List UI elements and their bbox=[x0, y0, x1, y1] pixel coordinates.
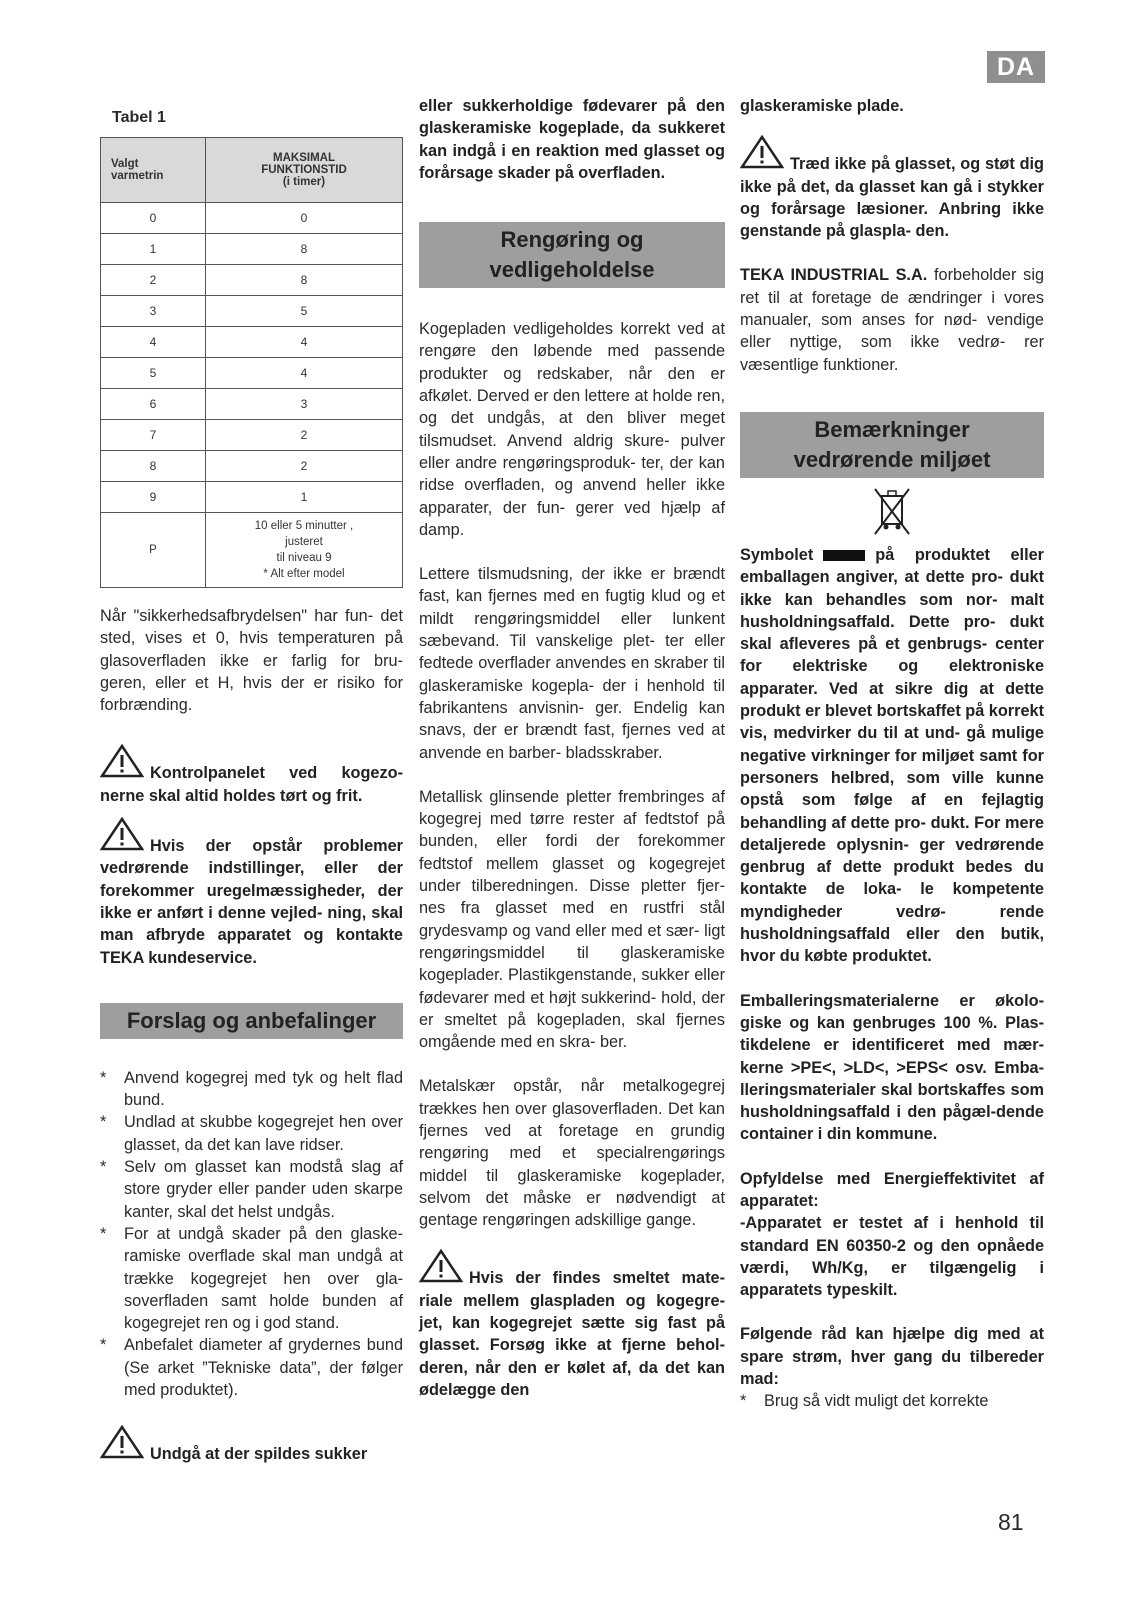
heat-level-table bbox=[100, 137, 403, 588]
environment-text: Symbolet på produktet eller emballagen angiver, at dette pro- dukt ikke kan behandles som nor- malt husholdningsaffald. Dette pro- dukt skal afleveres på et genbrugs- center for elektriske og elektroniske apparater. Ved at sikre dig at dette produkt er blevet bortskaffet på korrekt vis, medvirker du til at und- gå mulige negative virkninger for miljøet samt for personers helbred, som ville kunne opstå som følge af en fejlagtig behandling af dette pro- dukt. For mere detaljerede oplysnin- ger vedrørende genbrug af dette produkt bedes du kontakte de loka- le kompetente myndigheder vedrø- rende husholdningsaffald eller den butik, hvor du købte produktet. bbox=[740, 545, 1044, 966]
cleaning-paragraph-1: Kogepladen vedligeholdes korrekt ved at rengøre den løbende med passende produkter og redskaber, når den er afkølet. Derved er den lettere at holde ren, og det undgås, at den bliver meget tilsmudset. Anvend aldrig skure- pulver eller andre rengøringsproduk- ter, der kan ridse overfladen, og anvend heller ikke apparater, der fun- gerer ved hjælp af damp. bbox=[419, 320, 725, 539]
cleaning-paragraph-3: Metallisk glinsende pletter frembringes af kogegrej med tørre rester af fedtstof på bunden, eller fordi der forekommer fedtstof mellem glasset og kogegrejet under tilberedningen. Disse pletter fjer- nes fra glasset med en rustfri stål grydesvamp og vand eller med et sær- ligt rengøringsmiddel til glaskeramiske kogeplader. Plastikgenstande, sukker eller fødevarer med et højt sukkerind- hold, der er smeltet på kogepladen, skal fjernes omgående med en skra- ber. bbox=[419, 787, 725, 1052]
list-item: * For at undgå skader på den glaske- ramiske overflade skal man undgå at trække kogegrejet hen over gla- soverfladen samt holde bunden af kogegrejet ren og i god stand. bbox=[100, 1224, 403, 1333]
table-row: 1 8 bbox=[101, 234, 403, 265]
cleaning-paragraph-2: Lettere tilsmudsning, der ikke er brændt fast, kan fjernes med en fugtig klud og et mildt rengøringsmiddel eller lunkent sæbevand. Til vanskelige plet- ter eller fedtede overflader anvendes en skraber til glaskeramiske kogepla- der i henhold til fabrikantens anvisnin- ger. Endelig kan snavs, der er brændt fast, fjernes ved at anvende en barber- bladsskraber. bbox=[419, 565, 725, 762]
cleaning-paragraph-4: Metalskær opstår, når metalkogegrej trækkes hen over glasoverfladen. Det kan fjernes ved at foretage en grundig rengøring med et specialrengørings middel til glaskeramiske kogeplader, selvom det måske er nødvendigt at gentage rengøringen adskillige gange. bbox=[419, 1077, 725, 1230]
table-row: 0 0 bbox=[101, 203, 403, 234]
safety-cutoff-text: Når "sikkerhedsafbrydelsen" har fun- det sted, vises et 0, hvis temperaturen på glasoverfladen ikke er farlig for bru- geren, eller et H, hvis der er risiko for forbrænding. bbox=[100, 607, 403, 715]
packaging-text: Emballeringsmaterialerne er økolo- giske og kan genbruges 100 %. Plas- tikdelene er identificeret med mær- kerne >PE<, >LD<, >EPS< osv. Emba- lleringsmaterialer skal bortskaffes som husholdningsaffald i den pågæl-dende container i din kommune. bbox=[740, 991, 1044, 1144]
warning-icon bbox=[100, 817, 144, 857]
column-3 bbox=[740, 95, 1044, 1413]
warning-melted-continued: glaskeramiske plade. bbox=[740, 97, 904, 115]
table-header-max-time: MAKSIMAL FUNKTIONSTID (i timer) bbox=[206, 138, 403, 203]
symbol-block-icon bbox=[823, 550, 865, 561]
section-heading-cleaning: Rengøring og vedligeholdelse bbox=[419, 222, 725, 288]
language-badge: DA bbox=[987, 51, 1045, 83]
warning-melted-material: Hvis der findes smeltet mate- riale mellem glaspladen og kogegre- jet, kan kogegrejet sætte sig fast på glasset. Forsøg ikke at fjerne behol- deren, når den er kølet af, da det kan ødelægge den bbox=[419, 1249, 725, 1401]
table-row: 7 2 bbox=[101, 420, 403, 451]
warning-icon bbox=[740, 135, 784, 175]
tips-title: Følgende råd kan hjælpe dig med at spare strøm, hver gang du tilbereder mad: bbox=[740, 1325, 1044, 1389]
section-heading-environment: Bemærkninger vedrørende miljøet bbox=[740, 412, 1044, 478]
list-item: * Selv om glasset kan modstå slag af store gryder eller pander uden skarpe kanter, skal det helst undgås. bbox=[100, 1158, 403, 1221]
list-item: * Anbefalet diameter af grydernes bund (Se arket ”Tekniske data”, der følger med produktet). bbox=[100, 1336, 403, 1400]
warning-control-panel: Kontrolpanelet ved kogezo- nerne skal altid holdes tørt og frit. bbox=[100, 744, 403, 807]
table-row: 9 1 bbox=[101, 482, 403, 513]
warning-icon bbox=[419, 1249, 463, 1289]
tips-list bbox=[740, 1390, 1044, 1412]
table-row: 2 8 bbox=[101, 265, 403, 296]
list-item: * Anvend kogegrej med tyk og helt flad bund. bbox=[100, 1068, 403, 1110]
energy-text: -Apparatet er testet af i henhold til standard EN 60350-2 og den opnåede værdi, Wh/Kg, er tilgængelig i apparatets typeskilt. bbox=[740, 1214, 1044, 1300]
column-1 bbox=[100, 95, 403, 1466]
table-row: 8 2 bbox=[101, 451, 403, 482]
warning-sugar: Undgå at der spildes sukker bbox=[100, 1425, 403, 1465]
weee-symbol bbox=[740, 486, 1044, 542]
warning-do-not-step: Træd ikke på glasset, og støt dig ikke på det, da glasset kan gå i stykker og forårsage læsioner. Anbring ikke genstande på glaspla- den. bbox=[740, 135, 1044, 242]
table-row: 6 3 bbox=[101, 389, 403, 420]
list-item: * Undlad at skubbe kogegrejet hen over glasset, da det kan lave ridser. bbox=[100, 1113, 403, 1154]
teka-disclaimer: TEKA INDUSTRIAL S.A. forbeholder sig ret til at foretage de ændringer i vores manualer, som anses for nød- vendige eller nyttige, som ikke vedrø- rer væsentlige funktioner. bbox=[740, 266, 1044, 374]
section-heading-suggestions: Forslag og anbefalinger bbox=[100, 1003, 403, 1039]
table-row: 4 4 bbox=[101, 327, 403, 358]
table-row: P 10 eller 5 minutter , justeret til niveau 9 * Alt efter model bbox=[101, 513, 403, 588]
column-2 bbox=[419, 95, 725, 1401]
list-item: * Brug så vidt muligt det korrekte bbox=[740, 1392, 989, 1411]
warning-sugar-continued: eller sukkerholdige fødevarer på den glaskeramiske kogeplade, da sukkeret kan indgå i en reaktion med glasset og forårsage skader på overfladen. bbox=[419, 97, 725, 182]
energy-title: Opfyldelse med Energieffektivitet af apparatet: bbox=[740, 1169, 1044, 1210]
page-number: 81 bbox=[998, 1509, 1024, 1535]
table-caption: Tabel 1 bbox=[112, 109, 166, 126]
crossed-bin-icon bbox=[872, 525, 912, 542]
warning-problems: Hvis der opstår problemer vedrørende indstillinger, eller der forekommer uregelmæssigheder, der ikke er anført i denne vejled- ning, skal man afbryde apparatet og kontakte TEKA kundeservice. bbox=[100, 817, 403, 969]
suggestions-list bbox=[100, 1067, 403, 1401]
warning-icon bbox=[100, 1425, 144, 1465]
warning-icon bbox=[100, 744, 144, 784]
table-header-level: Valgt varmetrin bbox=[101, 138, 206, 203]
table-row: 3 5 bbox=[101, 296, 403, 327]
table-row: 5 4 bbox=[101, 358, 403, 389]
